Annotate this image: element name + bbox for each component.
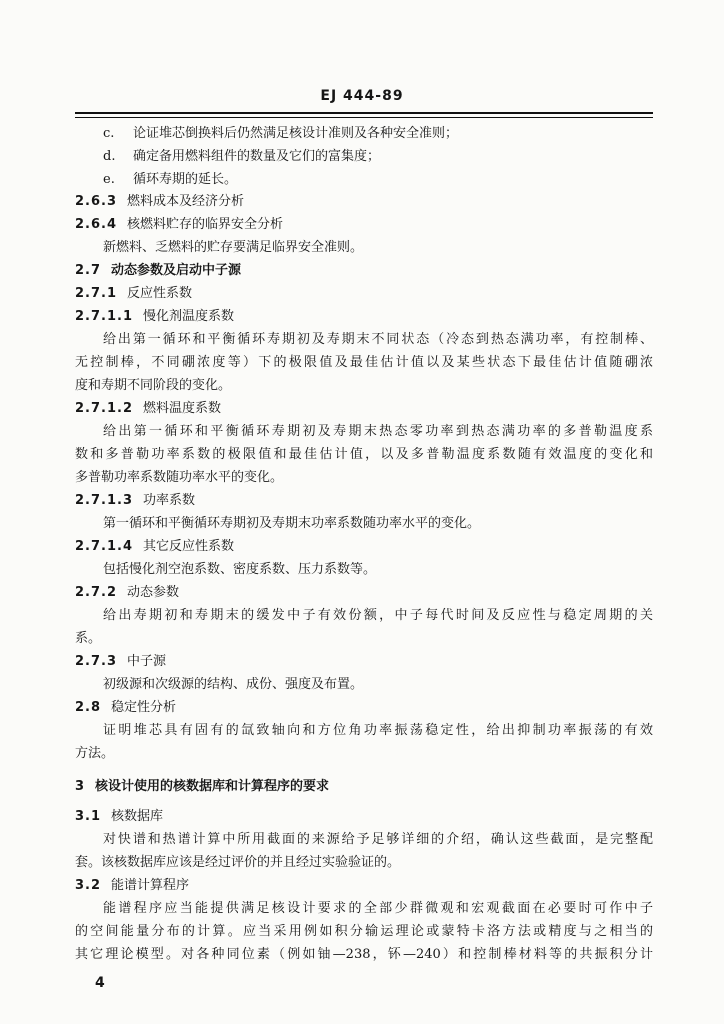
paragraph: 新燃料、乏燃料的贮存要满足临界安全准则。 xyxy=(103,240,364,255)
section-heading-2-7-1-4: 2.7.1.4 其它反应性系数 xyxy=(75,539,235,554)
paragraph-line: 初级源和次级源的结构、成份、强度及布置。 xyxy=(103,677,364,692)
section-heading-2-7-3: 2.7.3 中子源 xyxy=(75,654,167,669)
paragraph-line: 给出第一循环和平衡循环寿期初及寿期末热态零功率到热态满功率的多普勒温度系 xyxy=(103,424,653,439)
paragraph-line: 对快谱和热谱计算中所用截面的来源给予足够详细的介绍，确认这些截面，是完整配 xyxy=(103,832,653,847)
paragraph-line: 证明堆芯具有固有的氙致轴向和方位角功率振荡稳定性，给出抑制功率振荡的有效 xyxy=(103,723,653,738)
section-heading-2-6-4: 2.6.4 核燃料贮存的临界安全分析 xyxy=(75,217,284,232)
paragraph-line: 给出寿期初和寿期末的缓发中子有效份额，中子每代时间及反应性与稳定周期的关 xyxy=(103,608,653,623)
paragraph-line: 方法。 xyxy=(75,746,115,761)
page-number: 4 xyxy=(95,975,105,991)
paragraph-line: 套。该核数据库应该是经过评价的并且经过实验验证的。 xyxy=(75,855,401,870)
paragraph-line: 度和寿期不同阶段的变化。 xyxy=(75,378,232,393)
header-rule-thick xyxy=(75,112,653,114)
section-heading-3-2: 3.2 能谱计算程序 xyxy=(75,878,190,893)
chapter-heading-3: 3 核设计使用的核数据库和计算程序的要求 xyxy=(75,779,330,794)
section-heading-2-7-2: 2.7.2 动态参数 xyxy=(75,585,180,600)
paragraph-line: 系。 xyxy=(75,631,102,646)
paragraph-line: 能谱程序应当能提供满足核设计要求的全部少群微观和宏观截面在必要时可作中子 xyxy=(103,901,653,916)
paragraph-line: 其它理论模型。对各种同位素（例如铀—238，钚—240）和控制棒材料等的共振积分计 xyxy=(75,947,653,962)
paragraph-line: 给出第一循环和平衡循环寿期初及寿期末不同状态（冷态到热态满功率，有控制棒、 xyxy=(103,332,653,347)
page-header: EJ 444-89 xyxy=(320,88,404,104)
paragraph-line: 包括慢化剂空泡系数、密度系数、压力系数等。 xyxy=(103,562,377,577)
section-heading-2-8: 2.8 稳定性分析 xyxy=(75,700,177,715)
section-heading-2-6-3: 2.6.3 燃料成本及经济分析 xyxy=(75,194,245,209)
section-heading-3-1: 3.1 核数据库 xyxy=(75,809,164,824)
section-heading-2-7: 2.7 动态参数及启动中子源 xyxy=(75,263,242,278)
section-heading-2-7-1-1: 2.7.1.1 慢化剂温度系数 xyxy=(75,309,235,324)
paragraph-line: 的空间能量分布的计算。应当采用例如积分输运理论或蒙特卡洛方法或精度与之相当的 xyxy=(75,924,653,939)
list-item-d: d. 确定备用燃料组件的数量及它们的富集度； xyxy=(103,149,381,164)
paragraph-line: 无控制棒，不同硼浓度等）下的极限值及最佳估计值以及某些状态下最佳估计值随硼浓 xyxy=(75,355,653,370)
section-heading-2-7-1: 2.7.1 反应性系数 xyxy=(75,286,193,301)
paragraph-line: 第一循环和平衡循环寿期初及寿期末功率系数随功率水平的变化。 xyxy=(103,516,481,531)
section-heading-2-7-1-2: 2.7.1.2 燃料温度系数 xyxy=(75,401,222,416)
paragraph-line: 多普勒功率系数随功率水平的变化。 xyxy=(75,470,284,485)
list-item-c: c. 论证堆芯倒换料后仍然满足核设计准则及各种安全准则； xyxy=(103,126,459,141)
header-rule-thin xyxy=(75,117,653,118)
section-heading-2-7-1-3: 2.7.1.3 功率系数 xyxy=(75,493,196,508)
paragraph-line: 数和多普勒功率系数的极限值和最佳估计值，以及多普勒温度系数随有效温度的变化和 xyxy=(75,447,653,462)
list-item-e: e. 循环寿期的延长。 xyxy=(103,172,238,187)
